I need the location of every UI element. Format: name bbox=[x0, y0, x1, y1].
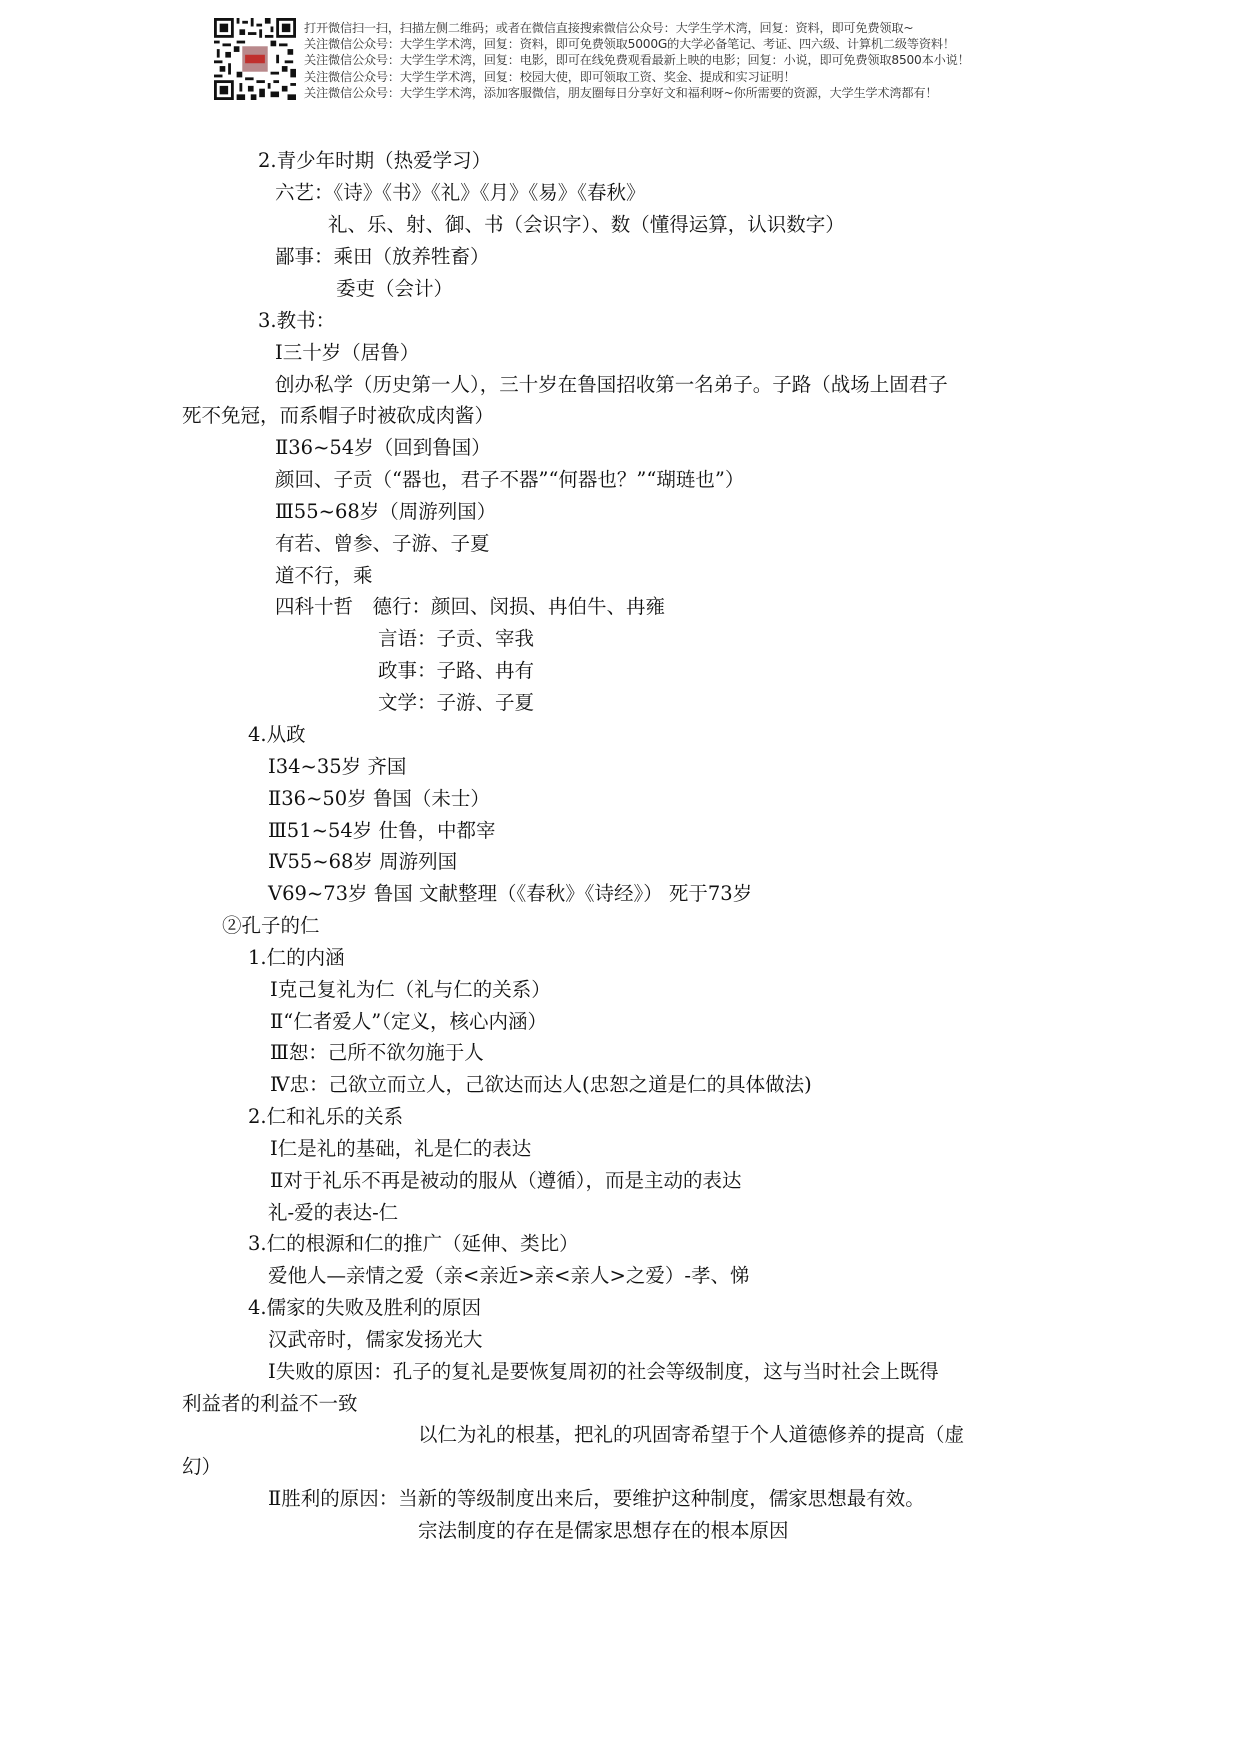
promo-header bbox=[214, 18, 974, 104]
document-line: 3.教书： bbox=[258, 309, 336, 332]
document-line: Ⅱ36~54岁（回到鲁国） bbox=[275, 436, 491, 459]
document-line: 有若、曾参、子游、子夏 bbox=[275, 532, 490, 555]
qr-code-icon bbox=[214, 18, 296, 100]
document-line: Ⅲ51~54岁 仕鲁，中都宰 bbox=[268, 819, 496, 842]
document-line: Ⅰ失败的原因：孔子的复礼是要恢复周初的社会等级制度，这与当时社会上既得 bbox=[268, 1360, 939, 1383]
document-line: 四科十哲 德行：颜回、闵损、冉伯牛、冉雍 bbox=[275, 595, 666, 618]
document-line: 颜回、子贡（“器也，君子不器”“何器也？”“瑚琏也”） bbox=[275, 468, 745, 491]
document-line: 文学：子游、子夏 bbox=[378, 691, 535, 714]
document-line: Ⅱ36~50岁 鲁国（未士） bbox=[268, 787, 490, 810]
document-line: Ⅰ克己复礼为仁（礼与仁的关系） bbox=[270, 978, 551, 1001]
document-line: 4.儒家的失败及胜利的原因 bbox=[248, 1296, 482, 1319]
promo-line: 关注微信公众号：大学生学术湾，回复：电影，即可在线免费观看最新上映的电影；回复：小说，即可免费领取8500本小说！ bbox=[304, 53, 970, 68]
document-line: 礼、乐、射、御、书（会识字）、数（懂得运算，认识数字） bbox=[328, 213, 845, 236]
document-line: 道不行，乘 bbox=[275, 564, 373, 587]
document-line: 鄙事：乘田（放养牲畜） bbox=[275, 245, 490, 268]
qr-code[interactable] bbox=[214, 18, 296, 100]
document-line: Ⅳ忠：己欲立而立人，己欲达而达人(忠恕之道是仁的具体做法) bbox=[270, 1073, 812, 1096]
document-line: 委吏（会计） bbox=[336, 277, 454, 300]
document-line: 礼-爱的表达-仁 bbox=[268, 1201, 399, 1224]
document-line: 宗法制度的存在是儒家思想存在的根本原因 bbox=[418, 1519, 789, 1542]
document-line: 2.青少年时期（热爱学习） bbox=[258, 149, 492, 172]
document-line: Ⅰ仁是礼的基础，礼是仁的表达 bbox=[270, 1137, 532, 1160]
document-line: Ⅱ“仁者爱人”（定义，核心内涵） bbox=[270, 1010, 547, 1033]
document-line: 创办私学（历史第一人），三十岁在鲁国招收第一名弟子。子路（战场上固君子 bbox=[275, 373, 948, 396]
document-line: ②孔子的仁 bbox=[222, 914, 320, 937]
document-line: 利益者的利益不一致 bbox=[182, 1392, 358, 1415]
document-line: Ⅴ69~73岁 鲁国 文献整理（《春秋》《诗经》） 死于73岁 bbox=[268, 882, 753, 905]
document-line: Ⅱ对于礼乐不再是被动的服从（遵循），而是主动的表达 bbox=[270, 1169, 742, 1192]
document-line: 3.仁的根源和仁的推广（延伸、类比） bbox=[248, 1232, 579, 1255]
promo-line: 关注微信公众号：大学生学术湾，添加客服微信，朋友圈每日分享好文和福利呀~你所需要的资源，大学生学术湾都有！ bbox=[304, 85, 938, 100]
promo-line: 关注微信公众号：大学生学术湾，回复：资料，即可免费领取5000G的大学必备笔记、考证、四六级、计算机二级等资料！ bbox=[304, 37, 955, 52]
document-line: 爱他人—亲情之爱（亲<亲近>亲<亲人>之爱）-孝、悌 bbox=[268, 1264, 750, 1287]
document-line: 2.仁和礼乐的关系 bbox=[248, 1105, 404, 1128]
document-line: Ⅲ55~68岁（周游列国） bbox=[275, 500, 497, 523]
document-line: 1.仁的内涵 bbox=[248, 946, 345, 969]
document-line: Ⅲ恕：己所不欲勿施于人 bbox=[270, 1041, 484, 1064]
promo-banner-text bbox=[304, 20, 994, 101]
document-line: 六艺：《诗》《书》《礼》《月》《易》《春秋》 bbox=[275, 181, 646, 204]
document-line: Ⅱ胜利的原因：当新的等级制度出来后，要维护这种制度，儒家思想最有效。 bbox=[268, 1487, 925, 1510]
document-line: 4.从政 bbox=[248, 723, 306, 746]
document-line: Ⅰ三十岁（居鲁） bbox=[275, 341, 420, 364]
document-line: 汉武帝时，儒家发扬光大 bbox=[268, 1328, 483, 1351]
promo-line: 关注微信公众号：大学生学术湾，回复：校园大使，即可领取工资、奖金、提成和实习证明！ bbox=[304, 69, 796, 84]
document-line: 死不免冠，而系帽子时被砍成肉酱） bbox=[182, 404, 495, 427]
promo-line: 打开微信扫一扫，扫描左侧二维码；或者在微信直接搜索微信公众号：大学生学术湾，回复：资料，即可免费领取~ bbox=[304, 21, 914, 35]
document-line: Ⅳ55~68岁 周游列国 bbox=[268, 850, 458, 873]
document-line: 言语：子贡、宰我 bbox=[378, 627, 535, 650]
document-line: 政事：子路、冉有 bbox=[378, 659, 535, 682]
document-line: 幻） bbox=[182, 1455, 222, 1478]
document-line: 以仁为礼的根基，把礼的巩固寄希望于个人道德修养的提高（虚 bbox=[418, 1423, 965, 1446]
document-line: Ⅰ34~35岁 齐国 bbox=[268, 755, 407, 778]
